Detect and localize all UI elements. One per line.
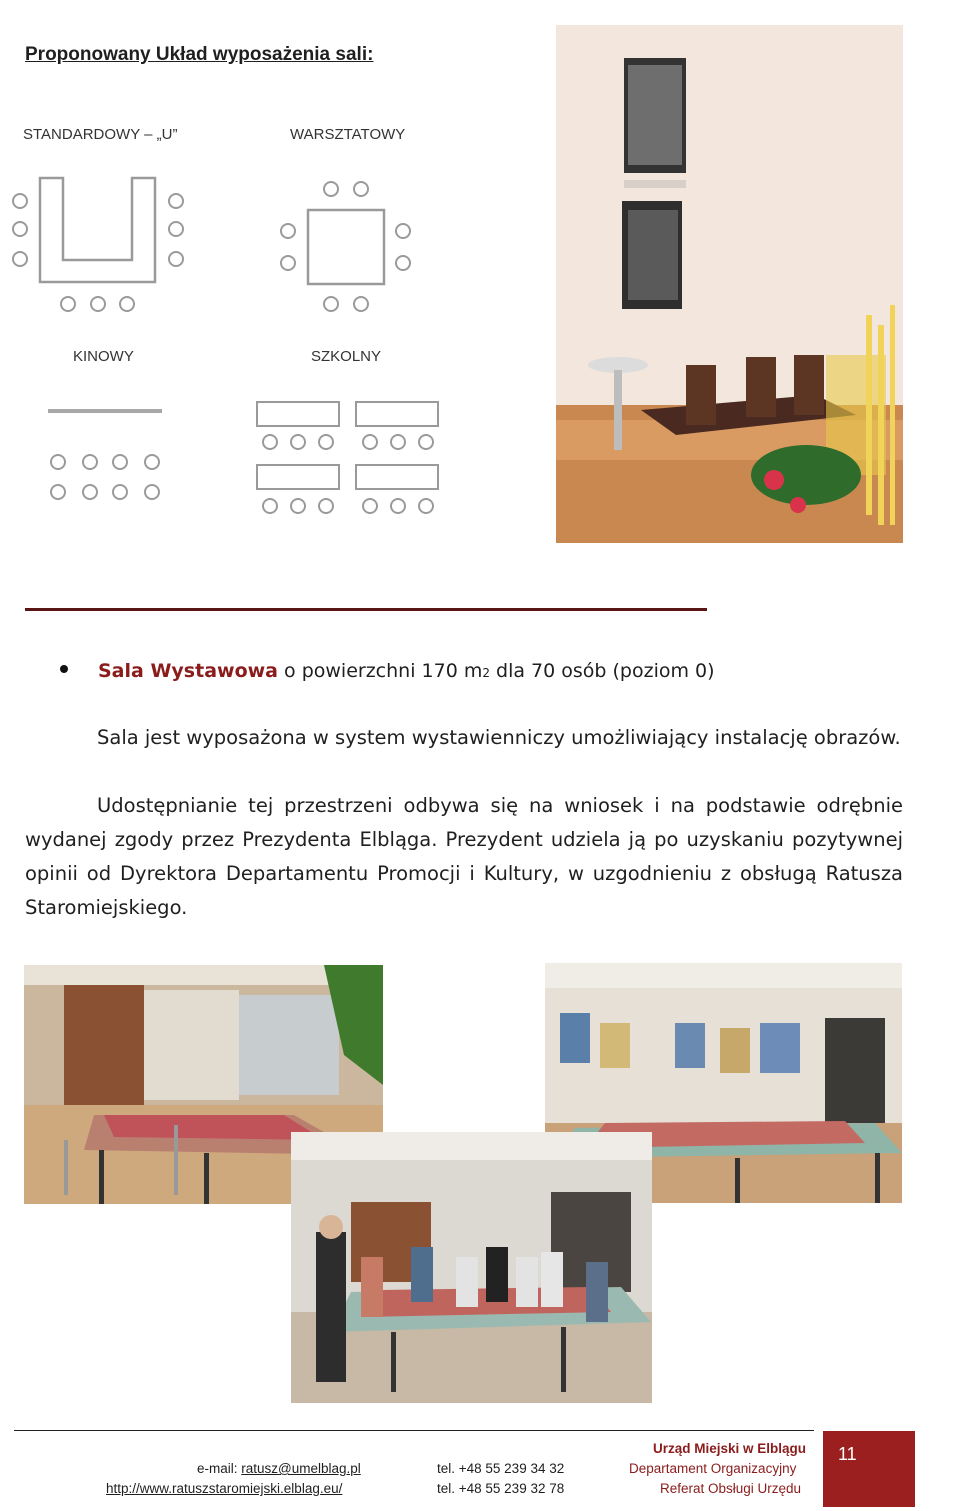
footer-org-3: Referat Obsługi Urzędu [660,1481,802,1496]
school-layout-diagram [250,395,450,520]
layout-label-cinema: KINOWY [73,348,134,365]
hall-area-suffix: dla 70 osób (poziom 0) [489,660,715,682]
footer-email [197,1461,361,1476]
section-divider [25,608,707,611]
page-title: Proponowany Układ wyposażenia sali: [25,44,374,65]
website-link[interactable]: http://www.ratuszstaromiejski.elblag.eu/ [106,1481,343,1496]
page-number: 11 [838,1444,857,1464]
u-layout-diagram [0,170,200,320]
hall-bullet [60,660,715,682]
cinema-layout-diagram [40,400,180,510]
paragraph-access: Udostępnianie tej przestrzeni odbywa się na wniosek i na podstawie odrębnie wydanej zgody przez Prezydenta Elbląga. Prezydent udziela ją po uzyskaniu pozytywnej opinii od Dyrektora Departamentu Promocji i Kultury, w uzgodnieniu z obsługą Ratusza Staromiejskiego. [25,794,903,919]
footer-rule [14,1430,814,1431]
footer-tel-1: tel. +48 55 239 34 32 [437,1461,565,1476]
hall-area-prefix: o powierzchni 170 m [278,660,483,682]
layout-label-school: SZKOLNY [311,348,382,365]
workshop-layout-diagram [270,170,420,320]
hall-area-sup: 2 [482,666,490,680]
room-interior-photo [556,25,903,543]
footer-org-2: Departament Organizacyjny [629,1461,797,1476]
hall-name: Sala Wystawowa [98,660,278,682]
footer-org-1: Urząd Miejski w Elblągu [653,1441,807,1456]
email-link[interactable]: ratusz@umelblag.pl [241,1461,361,1476]
page-number-box [823,1431,915,1507]
layout-label-u: STANDARDOWY – „U” [23,126,178,143]
exhibition-photo-3 [291,1132,652,1403]
paragraph-equipment: Sala jest wyposażona w system wystawienniczy umożliwiający instalację obrazów. [97,726,901,749]
bullet-icon [60,665,68,673]
footer-email-label: e-mail: [197,1461,242,1476]
layout-label-workshop: WARSZTATOWY [290,126,406,143]
footer-tel-2: tel. +48 55 239 32 78 [437,1481,565,1496]
